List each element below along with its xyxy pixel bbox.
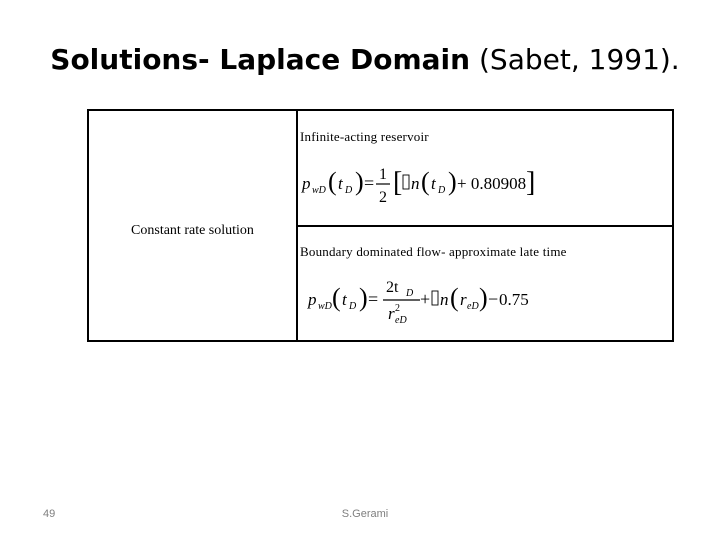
- eq2-frac-den-sup: 2: [395, 303, 400, 314]
- eq1-close-paren: ): [355, 167, 364, 196]
- eq1-arg: t: [338, 174, 343, 193]
- eq2-close-paren2: ): [479, 283, 488, 312]
- eq1-close-bracket: ]: [526, 167, 536, 198]
- eq1-frac-num: 1: [379, 166, 387, 183]
- eq1-constant: + 0.80908: [457, 174, 527, 193]
- eq2-ln-arg: r: [460, 290, 467, 309]
- eq2-open-paren: (: [332, 283, 341, 312]
- eq2-plus: +: [420, 289, 431, 309]
- page-number: 49: [43, 508, 56, 520]
- eq1-frac-den: 2: [379, 189, 387, 206]
- eq1-equals: =: [364, 173, 375, 193]
- eq1-missing-glyph-box: [403, 175, 409, 189]
- eq1-arg-sub: D: [345, 185, 353, 196]
- eq1-arg2: t: [431, 174, 436, 193]
- eq2-equals: =: [368, 289, 379, 309]
- eq1-lhs-sub: wD: [312, 185, 326, 196]
- eq2-arg-sub: D: [349, 301, 357, 312]
- solutions-table: [87, 109, 674, 342]
- eq2-close-paren: ): [359, 283, 368, 312]
- eq2-open-paren2: (: [450, 283, 459, 312]
- eq2-constant: 0.75: [499, 290, 529, 309]
- eq1-open-paren2: (: [421, 167, 430, 196]
- eq2-ln: n: [440, 290, 449, 309]
- eq2-minus: −: [488, 289, 499, 309]
- table-divider-horizontal: [298, 225, 672, 227]
- footer-author: S.Gerami: [341, 508, 389, 520]
- eq1-open-bracket: [: [393, 167, 403, 198]
- eq1-close-paren2: ): [448, 167, 457, 196]
- eq2-frac-den: r: [388, 304, 395, 323]
- slide-title: [0, 40, 720, 80]
- eq2-frac-num: 2t: [386, 279, 399, 296]
- eq2-ln-arg-sub: eD: [467, 301, 479, 312]
- eq1-lhs: p: [302, 174, 311, 193]
- infinite-acting-label: Infinite-acting reservoir: [300, 129, 429, 144]
- eq2-frac-num-sub: D: [406, 288, 414, 299]
- eq1-arg2-sub: D: [438, 185, 446, 196]
- slide-title-bold: Solutions- Laplace Domain: [50, 43, 471, 76]
- eq2-missing-glyph-box: [432, 291, 438, 305]
- eq1-open-paren: (: [328, 167, 337, 196]
- eq2-arg: t: [342, 290, 347, 309]
- eq2-lhs-sub: wD: [318, 301, 332, 312]
- boundary-dominated-label: Boundary dominated flow- approximate late time: [300, 244, 567, 259]
- slide-title-citation: (Sabet, 1991).: [470, 43, 680, 76]
- eq1-ln: n: [411, 174, 420, 193]
- eq2-lhs: p: [308, 290, 317, 309]
- boundary-dominated-equation: [302, 269, 542, 331]
- constant-rate-label: Constant rate solution: [131, 223, 254, 238]
- eq2-frac-den-sub: eD: [395, 315, 407, 326]
- infinite-acting-equation: [300, 159, 540, 209]
